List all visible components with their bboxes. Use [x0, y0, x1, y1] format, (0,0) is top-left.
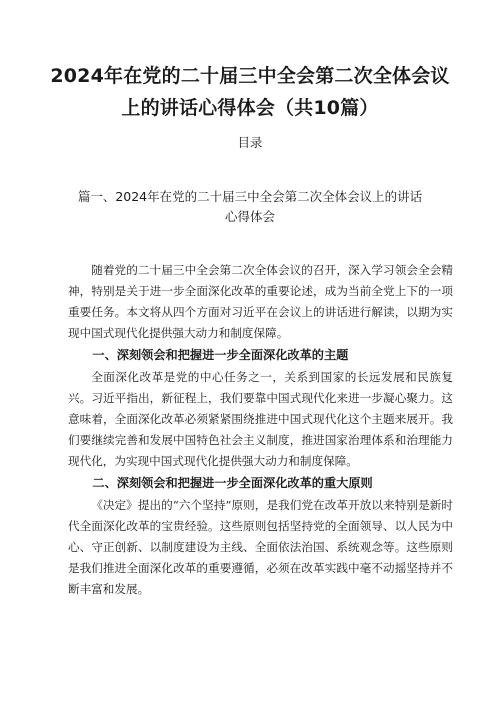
- chapter-title: [60, 187, 440, 227]
- intro-paragraph: 随着党的二十届三中全会第二次全体会议的召开，深入学习领会全会精神，特别是关于进一步全面深化改革的重要论述，成为当前全党上下的一项重要任务。本文将从四个方面对习近平在会议上的讲话进行解读，以期为实现中国式现代化提供强大动力和制度保障。: [68, 263, 453, 340]
- section-heading-1: 一、深刻领会和把握进一步全面深化改革的主题: [92, 348, 349, 362]
- toc-label: 目录: [237, 135, 263, 150]
- section-paragraph-1: 全面深化改革是党的中心任务之一，关系到国家的长远发展和民族复兴。习近平指出，新征程上，我们要靠中国式现代化来进一步凝心聚力。这意味着，全面深化改革必须紧紧围绕推进中国式现代化这个主题来展开。我们要继续完善和发展中国特色社会主义制度，推进国家治理体系和治理能力现代化，为实现中国式现代化提供强大动力和制度保障。: [68, 370, 453, 468]
- title-line-2: 上的讲话心得体会（共10篇）: [121, 97, 379, 119]
- title-line-1: 2024年在党的二十届三中全会第二次全体会议: [50, 65, 450, 87]
- chapter-title-line-2: 心得体会: [224, 209, 275, 224]
- document-body: [68, 260, 453, 600]
- section-heading-2: 二、深刻领会和把握进一步全面深化改革的重大原则: [92, 476, 373, 490]
- document-title: [40, 60, 460, 124]
- section-paragraph-2: 《决定》提出的“六个坚持”原则，是我们党在改革开放以来特别是新时代全面深化改革的宝贵经验。这些原则包括坚持党的全面领导、以人民为中心、守正创新、以制度建设为主线、全面依法治国、系统观念等。这些原则是我们推进全面深化改革的重要遵循，必须在改革实践中毫不动摇坚持并不断丰富和发展。: [68, 498, 453, 596]
- chapter-title-line-1: 篇一、2024年在党的二十届三中全会第二次全体会议上的讲话: [77, 189, 423, 204]
